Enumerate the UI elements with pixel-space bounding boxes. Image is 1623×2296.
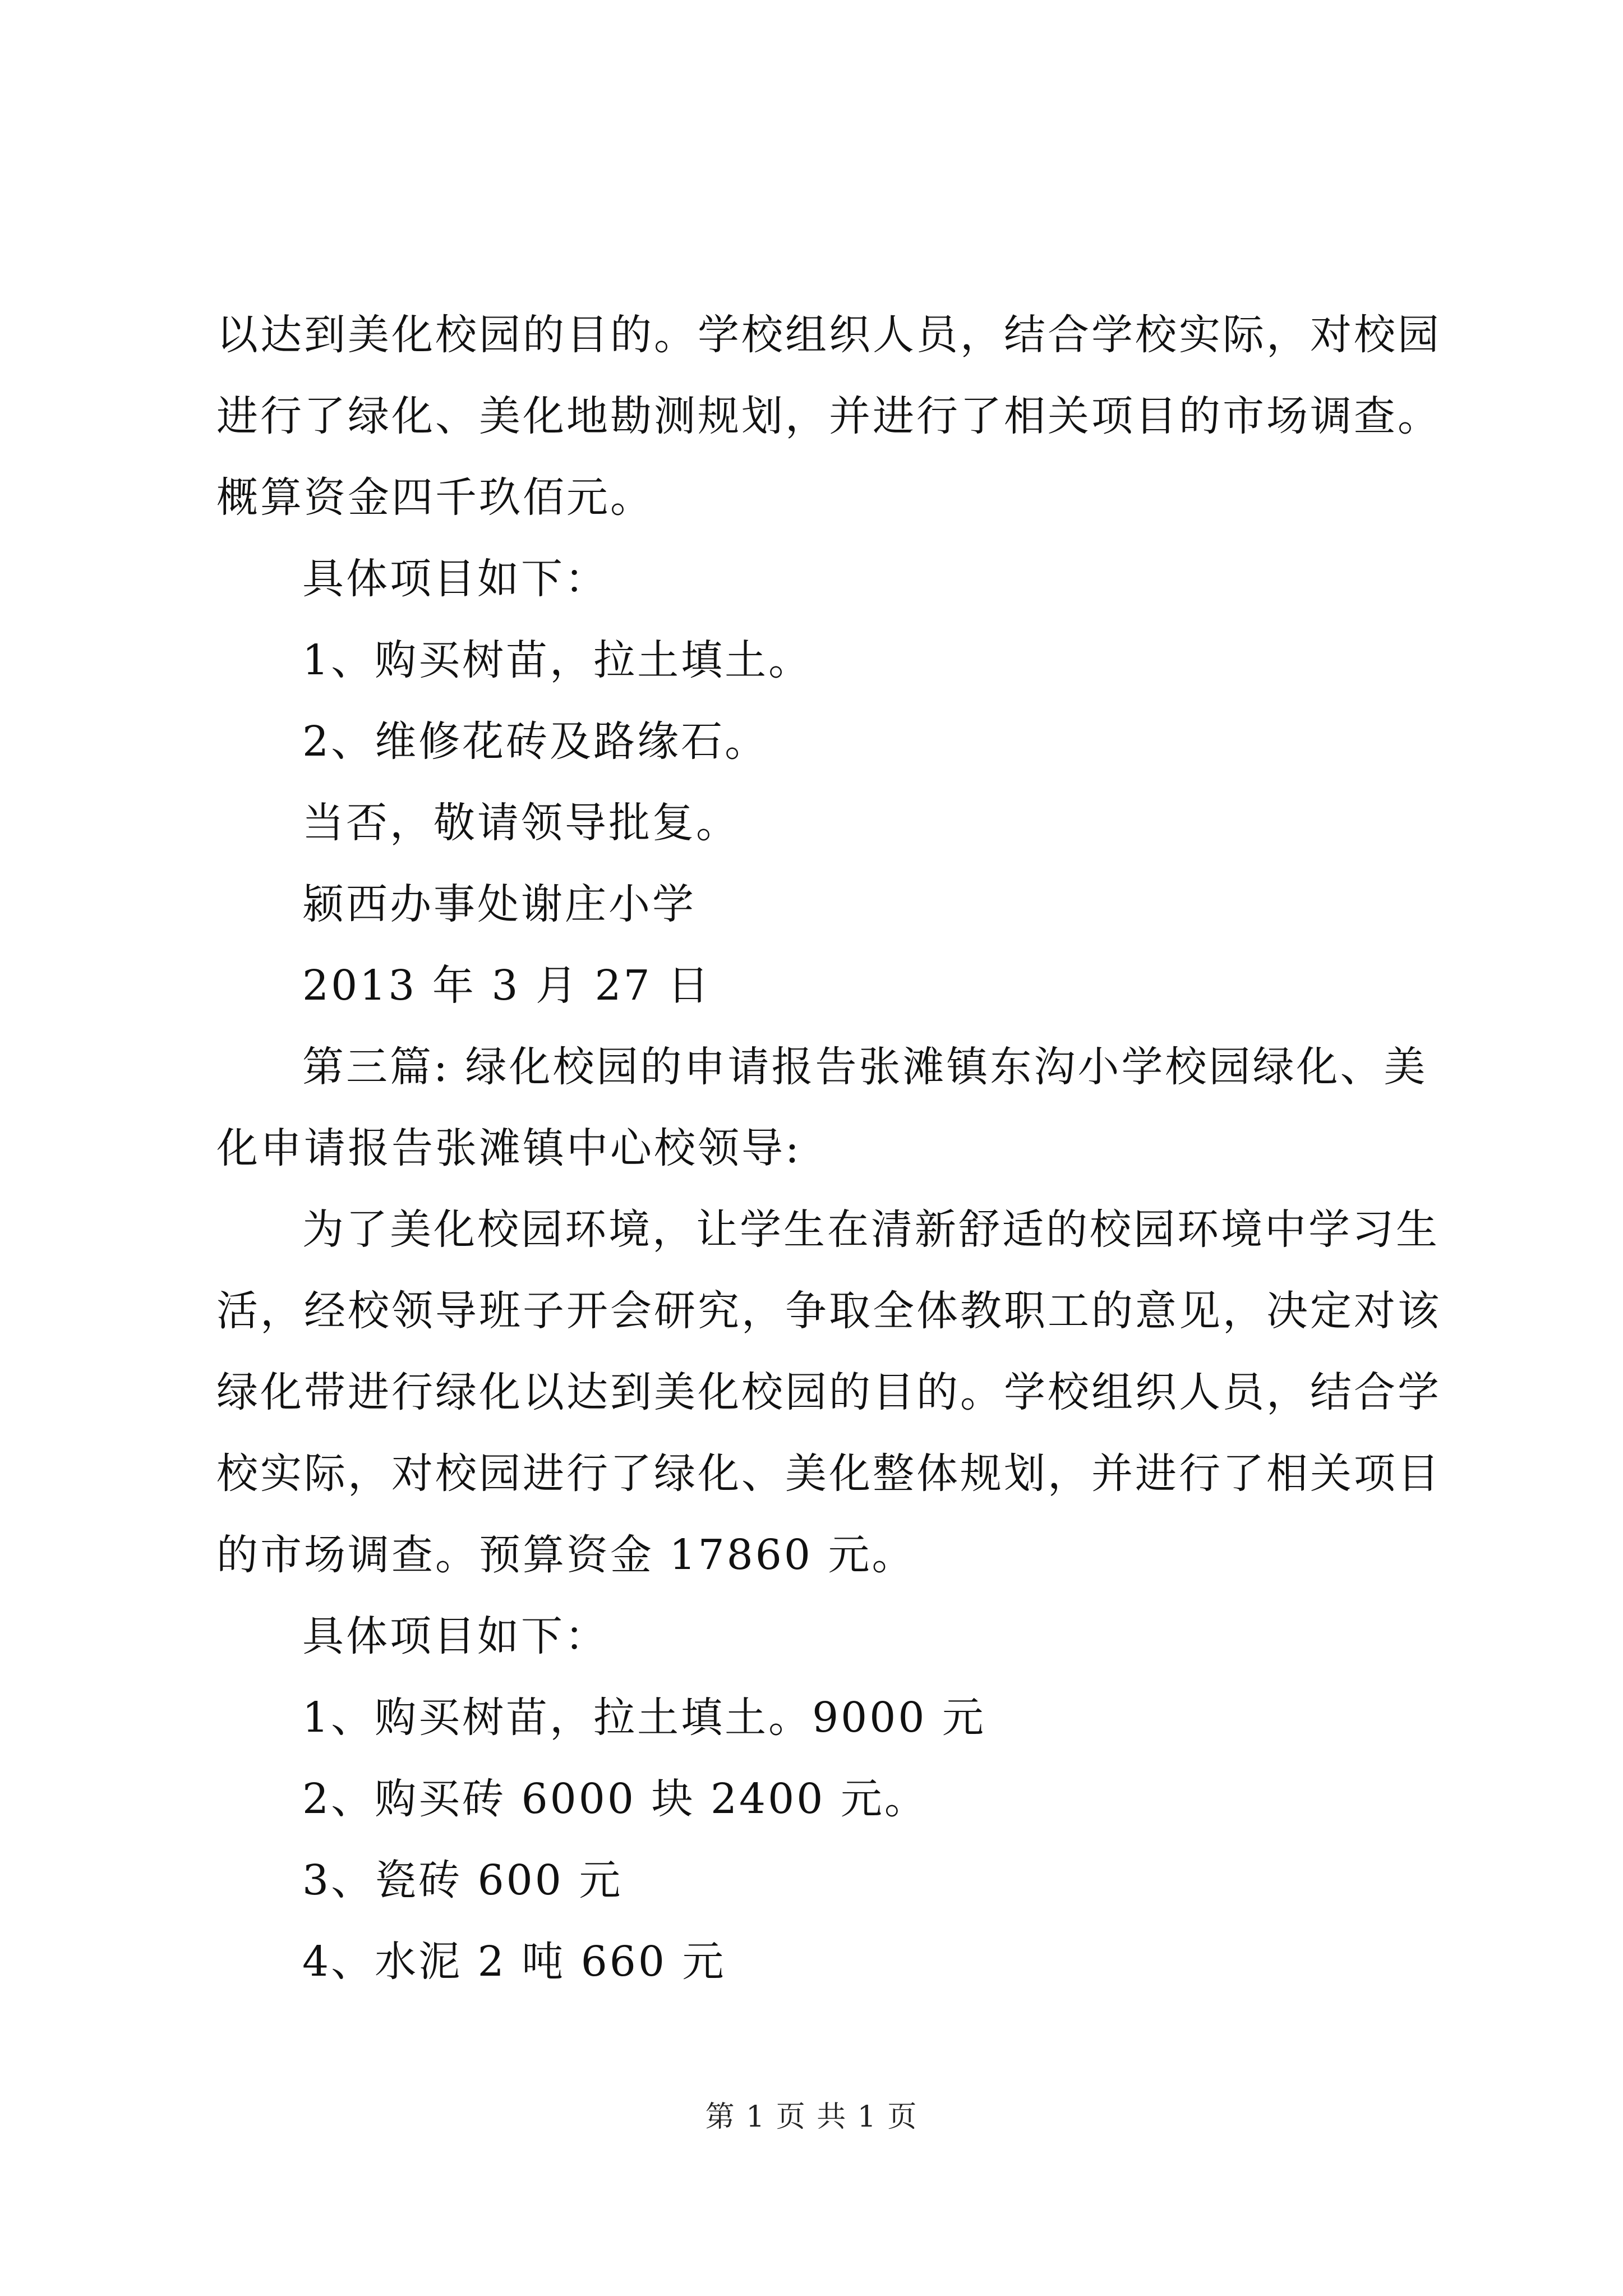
body-line: 为了美化校园环境，让学生在清新舒适的校园环境中学习生 (302, 1205, 1440, 1254)
page-footer: 第 1 页 共 1 页 (705, 2100, 918, 2134)
body-line: 绿化带进行绿化以达到美化校园的目的。学校组织人员，结合学 (216, 1368, 1441, 1416)
body-line: 当否，敬请领导批复。 (302, 799, 740, 847)
body-line: 2、维修花砖及路缘石。 (302, 717, 769, 766)
body-line: 具体项目如下： (302, 1612, 608, 1660)
body-line: 以达到美化校园的目的。学校组织人员，结合学校实际，对校园 (216, 311, 1441, 359)
section-heading-line: 第三篇: 绿化校园的申请报告张滩镇东沟小学校园绿化、美 (302, 1043, 1428, 1091)
list-item: 3、瓷砖 600 元 (302, 1856, 623, 1904)
list-item: 1、购买树苗，拉土填土。9000 元 (302, 1694, 986, 1742)
list-item: 4、水泥 2 吨 660 元 (302, 1938, 726, 1986)
section-heading-line: 化申请报告张滩镇中心校领导: (216, 1124, 801, 1172)
list-item: 2、购买砖 6000 块 2400 元。 (302, 1775, 928, 1823)
signature-line: 颍西办事处谢庄小学 (302, 880, 696, 928)
body-line: 1、购买树苗，拉土填土。 (302, 636, 813, 684)
body-line: 活，经校领导班子开会研究，争取全体教职工的意见，决定对该 (216, 1287, 1441, 1335)
body-line: 进行了绿化、美化地勘测规划，并进行了相关项目的市场调查。 (216, 392, 1441, 440)
date-line: 2013 年 3 月 27 日 (302, 961, 712, 1010)
body-line: 的市场调查。预算资金 17860 元。 (216, 1531, 916, 1579)
body-line: 校实际，对校园进行了绿化、美化整体规划，并进行了相关项目 (216, 1450, 1441, 1498)
body-line: 具体项目如下： (302, 555, 608, 603)
body-line: 概算资金四千玖佰元。 (216, 473, 654, 522)
